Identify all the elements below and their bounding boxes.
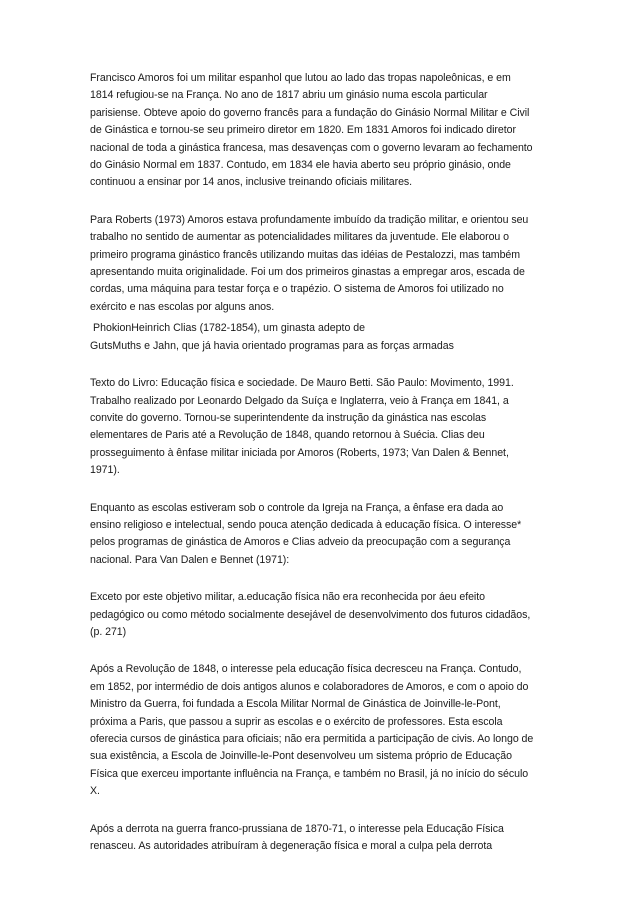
text-line: continuou a ensinar por 14 anos, inclusive treinando oficiais militares. xyxy=(90,176,413,189)
text-line: de Ginástica e tornou-se seu primeiro diretor em 1820. Em 1831 Amoros foi indicado diretor xyxy=(90,124,516,137)
text-line: Enquanto as escolas estiveram sob o controle da Igreja na França, a ênfase era dada ao xyxy=(90,501,504,514)
text-line: Após a derrota na guerra franco-prussiana de 1870-71, o interesse pela Educação Física xyxy=(90,822,504,835)
paragraph-roberts-1973 xyxy=(90,212,558,316)
text-line: pelos programas de ginástica de Amoros e Clias adveio da preocupação com a segurança xyxy=(90,536,511,549)
text-line: ensino religioso e intelectual, sendo pouca atenção dedicada à educação física. O interesse* xyxy=(90,518,522,531)
text-line: Texto do Livro: Educação física e sociedade. De Mauro Betti. São Paulo: Movimento, 1991. xyxy=(90,377,514,390)
text-line: próxima a Paris, que passou a suprir as escolas e o exército de professores. Esta escola xyxy=(90,715,503,728)
paragraph-franco-prussian xyxy=(90,821,558,856)
text-line: elementares de Paris até a Revolução de 1848, quando retornou à Suécia. Clias deu xyxy=(90,429,485,442)
text-line: nacional de toda a ginástica francesa, mas desavenças com o governo levaram ao fechamento xyxy=(90,141,533,154)
text-line: apresentando muita originalidade. Foi um dos primeiros ginastas a empregar aros, escada de xyxy=(90,266,525,279)
text-line: Trabalho realizado por Leonardo Delgado da Suíça e Inglaterra, veio à França em 1841, a xyxy=(90,394,509,407)
text-line: renasceu. As autoridades atribuíram à degeneração física e moral a culpa pela derrota xyxy=(90,840,493,853)
text-line: oferecia cursos de ginástica para oficiais; não era permitida a participação de civis. Ao longo de xyxy=(90,733,534,745)
text-line: prosseguimento à ênfase militar iniciada por Amoros (Roberts, 1973; Van Dalen & Bennet, xyxy=(90,446,509,459)
text-line: primeiro programa ginástico francês utilizando muitas das idéias de Pestalozzi, mas também xyxy=(90,248,521,261)
paragraph-quote-271 xyxy=(90,589,558,641)
paragraph-church-control xyxy=(90,500,558,570)
paragraph-book-source xyxy=(90,375,558,479)
text-line: do Ginásio Normal em 1837. Contudo, em 1834 ele havia aberto seu próprio ginásio, onde xyxy=(90,159,511,172)
text-line: convite do governo. Tornou-se superintendente da instrução da ginástica nas escolas xyxy=(90,411,487,424)
text-line: Física que exerceu importante influência na França, e também no Brasil, já no início do século xyxy=(90,767,529,780)
text-line: Ministro da Guerra, foi fundada a Escola Militar Normal de Ginástica de Joinville-le-Pont, xyxy=(90,698,501,711)
image-caption xyxy=(90,320,558,355)
text-line: 1971). xyxy=(90,464,120,477)
text-line: parisiense. Obteve apoio do governo francês para a fundação do Ginásio Normal Militar e Civil xyxy=(90,106,530,119)
text-line: em 1852, por intermédio de dois antigos alunos e colaboradores de Amoros, e com o apoio do xyxy=(90,680,529,693)
text-line: Para Roberts (1973) Amoros estava profundamente imbuído da tradição militar, e orientou seu xyxy=(90,213,529,226)
text-line: sua existência, a Escola de Joinville-le-Pont desenvolveu um sistema próprio de Educação xyxy=(90,750,512,763)
paragraph-amoros-bio xyxy=(90,70,558,192)
text-line: X. xyxy=(90,785,100,798)
text-line: Exceto por este objetivo militar, a.educação física não era reconhecida por áeu efeito xyxy=(90,591,485,604)
text-line: Francisco Amoros foi um militar espanhol que lutou ao lado das tropas napoleônicas, e em xyxy=(90,72,511,84)
text-line: 1814 refugiou-se na França. No ano de 1817 abriu um ginásio numa escola particular xyxy=(90,89,488,102)
text-line: exército e nas escolas por alguns anos. xyxy=(90,300,275,313)
text-line: pedagógico ou como método socialmente desejável de desenvolvimento dos futuros cidadãos, xyxy=(90,608,531,621)
document-page xyxy=(90,70,558,875)
paragraph-revolution-1848 xyxy=(90,661,558,800)
text-line: (p. 271) xyxy=(90,625,127,638)
text-line: nacional. Para Van Dalen e Bennet (1971): xyxy=(90,553,290,566)
text-line: trabalho no sentido de aumentar as potencialidades militares da juventude. Ele elaborou o xyxy=(90,231,509,244)
text-line: Após a Revolução de 1848, o interesse pela educação física decresceu na França. Contudo, xyxy=(90,663,522,676)
text-line: cordas, uma máquina para testar força e o trapézio. O sistema de Amoros foi utilizado no xyxy=(90,283,504,296)
caption-line: GutsMuths e Jahn, que já havia orientado programas para as forças armadas xyxy=(90,339,454,352)
caption-line: PhokionHeinrich Clias (1782-1854), um ginasta adepto de xyxy=(93,322,366,335)
